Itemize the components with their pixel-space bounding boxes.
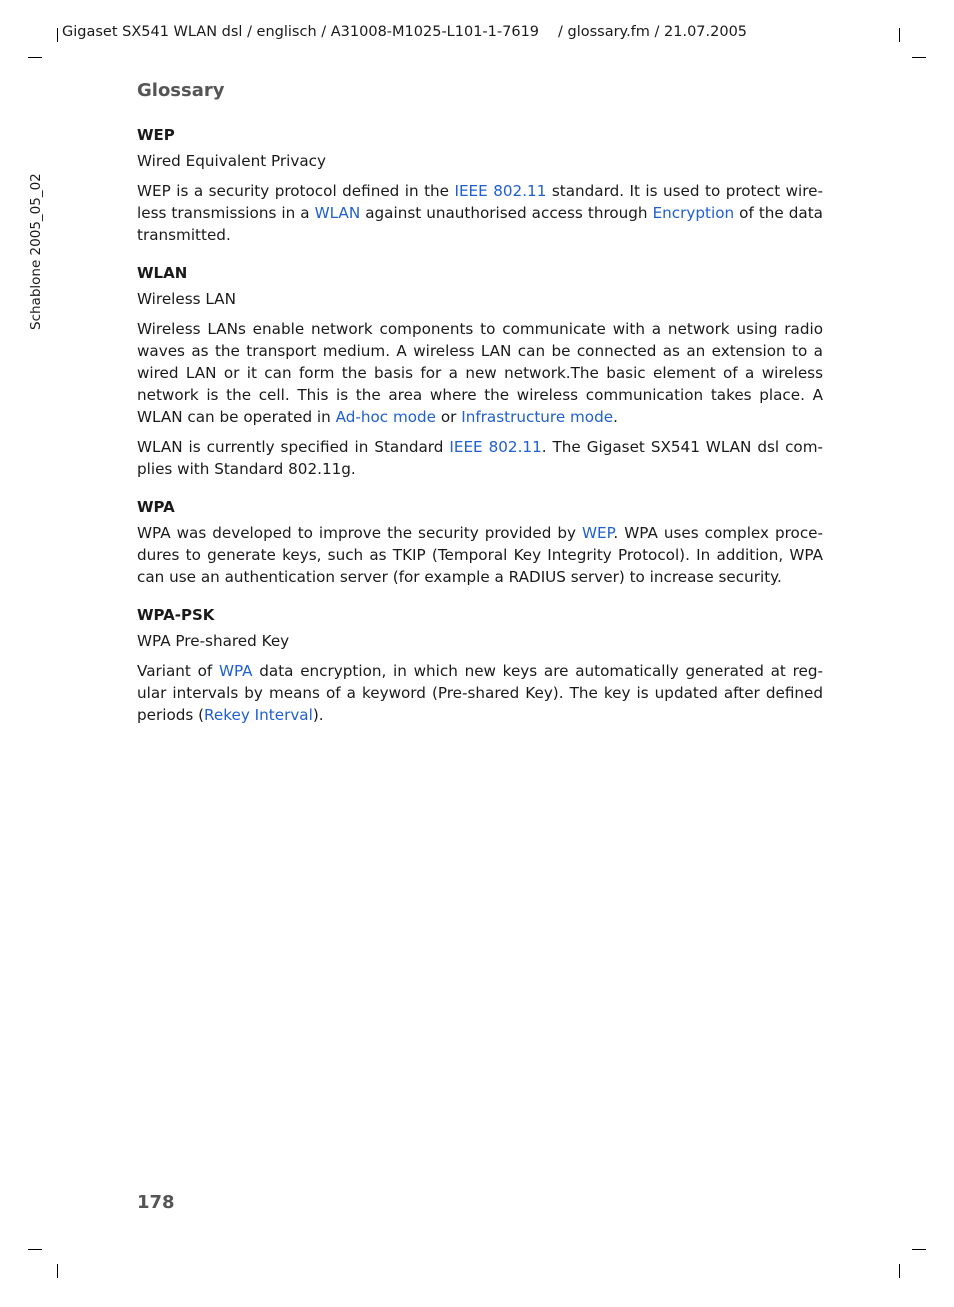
text: data encryption, in which new keys are automatically generated at reg-ular intervals by means of a keyword (Pre-shared Key). The key is updated after defined periods ( xyxy=(137,662,823,724)
running-header-right: / glossary.fm / 21.07.2005 xyxy=(558,24,748,40)
text: . WPA uses complex proce-dures to generate keys, such as TKIP (Temporal Key Integrity Protocol). In addition, WPA can use an authentication server (for example a RADIUS server) to increase security. xyxy=(137,524,824,586)
entry-term: WEP xyxy=(137,126,175,144)
text: or xyxy=(436,408,462,426)
entry-subtitle: Wired Equivalent Privacy xyxy=(137,152,326,170)
running-header-left: Gigaset SX541 WLAN dsl / englisch / A31008-M1025-L101-1-7619 xyxy=(62,24,540,40)
link-wep[interactable]: WEP xyxy=(582,524,614,542)
glossary-entry-wpa-psk xyxy=(137,604,823,726)
page-number: 178 xyxy=(137,1192,175,1213)
glossary-entry-wlan xyxy=(137,262,823,480)
entry-description xyxy=(137,660,823,726)
text: against unauthorised access through xyxy=(360,204,653,222)
text: standard. It is used to protect wire-less transmissions in a xyxy=(137,182,823,222)
text: Wireless LANs enable network components to communicate with a network using radio waves as the transport medium. A wireless LAN can be connected as an extension to a wired LAN or it can form the basis for a new network.The basic element of a wireless network is the cell. This is the area where the wireless communication takes place. A WLAN can be operated in xyxy=(137,320,823,426)
crop-mark xyxy=(57,28,58,42)
entry-term: WLAN xyxy=(137,264,188,282)
crop-mark xyxy=(28,57,42,58)
link-encryption[interactable]: Encryption xyxy=(652,204,735,222)
entry-term: WPA xyxy=(137,498,175,516)
link-wpa[interactable]: WPA xyxy=(218,662,253,680)
text: Variant of xyxy=(137,662,219,680)
link-ieee-802-11[interactable]: IEEE 802.11 xyxy=(454,182,547,200)
glossary-content xyxy=(137,124,823,742)
text: WLAN is currently specified in Standard xyxy=(137,438,450,456)
entry-description xyxy=(137,318,823,428)
glossary-entry-wpa xyxy=(137,496,823,588)
link-ad-hoc-mode[interactable]: Ad-hoc mode xyxy=(335,408,437,426)
crop-mark xyxy=(28,1249,42,1250)
entry-subtitle: Wireless LAN xyxy=(137,290,236,308)
entry-subtitle: WPA Pre-shared Key xyxy=(137,632,290,650)
entry-term: WPA-PSK xyxy=(137,606,215,624)
crop-mark xyxy=(912,57,926,58)
template-label: Schablone 2005_05_02 xyxy=(28,173,44,330)
entry-description xyxy=(137,522,823,588)
entry-description xyxy=(137,436,823,480)
section-title: Glossary xyxy=(137,80,225,101)
link-ieee-802-11[interactable]: IEEE 802.11 xyxy=(449,438,542,456)
link-rekey-interval[interactable]: Rekey Interval xyxy=(204,706,313,724)
link-wlan[interactable]: WLAN xyxy=(314,204,361,222)
text: . The Gigaset SX541 WLAN dsl com-plies with Standard 802.11g. xyxy=(137,438,823,478)
crop-mark xyxy=(57,1264,58,1278)
text: of the data transmitted. xyxy=(137,204,823,244)
text: WPA was developed to improve the security provided by xyxy=(137,524,582,542)
crop-mark xyxy=(899,28,900,42)
link-infrastructure-mode[interactable]: Infrastructure mode xyxy=(461,408,614,426)
text: WEP is a security protocol defined in the xyxy=(137,182,455,200)
text: . xyxy=(613,408,618,426)
crop-mark xyxy=(912,1249,926,1250)
entry-description xyxy=(137,180,823,246)
crop-mark xyxy=(899,1264,900,1278)
glossary-entry-wep xyxy=(137,124,823,246)
text: ). xyxy=(312,706,324,724)
